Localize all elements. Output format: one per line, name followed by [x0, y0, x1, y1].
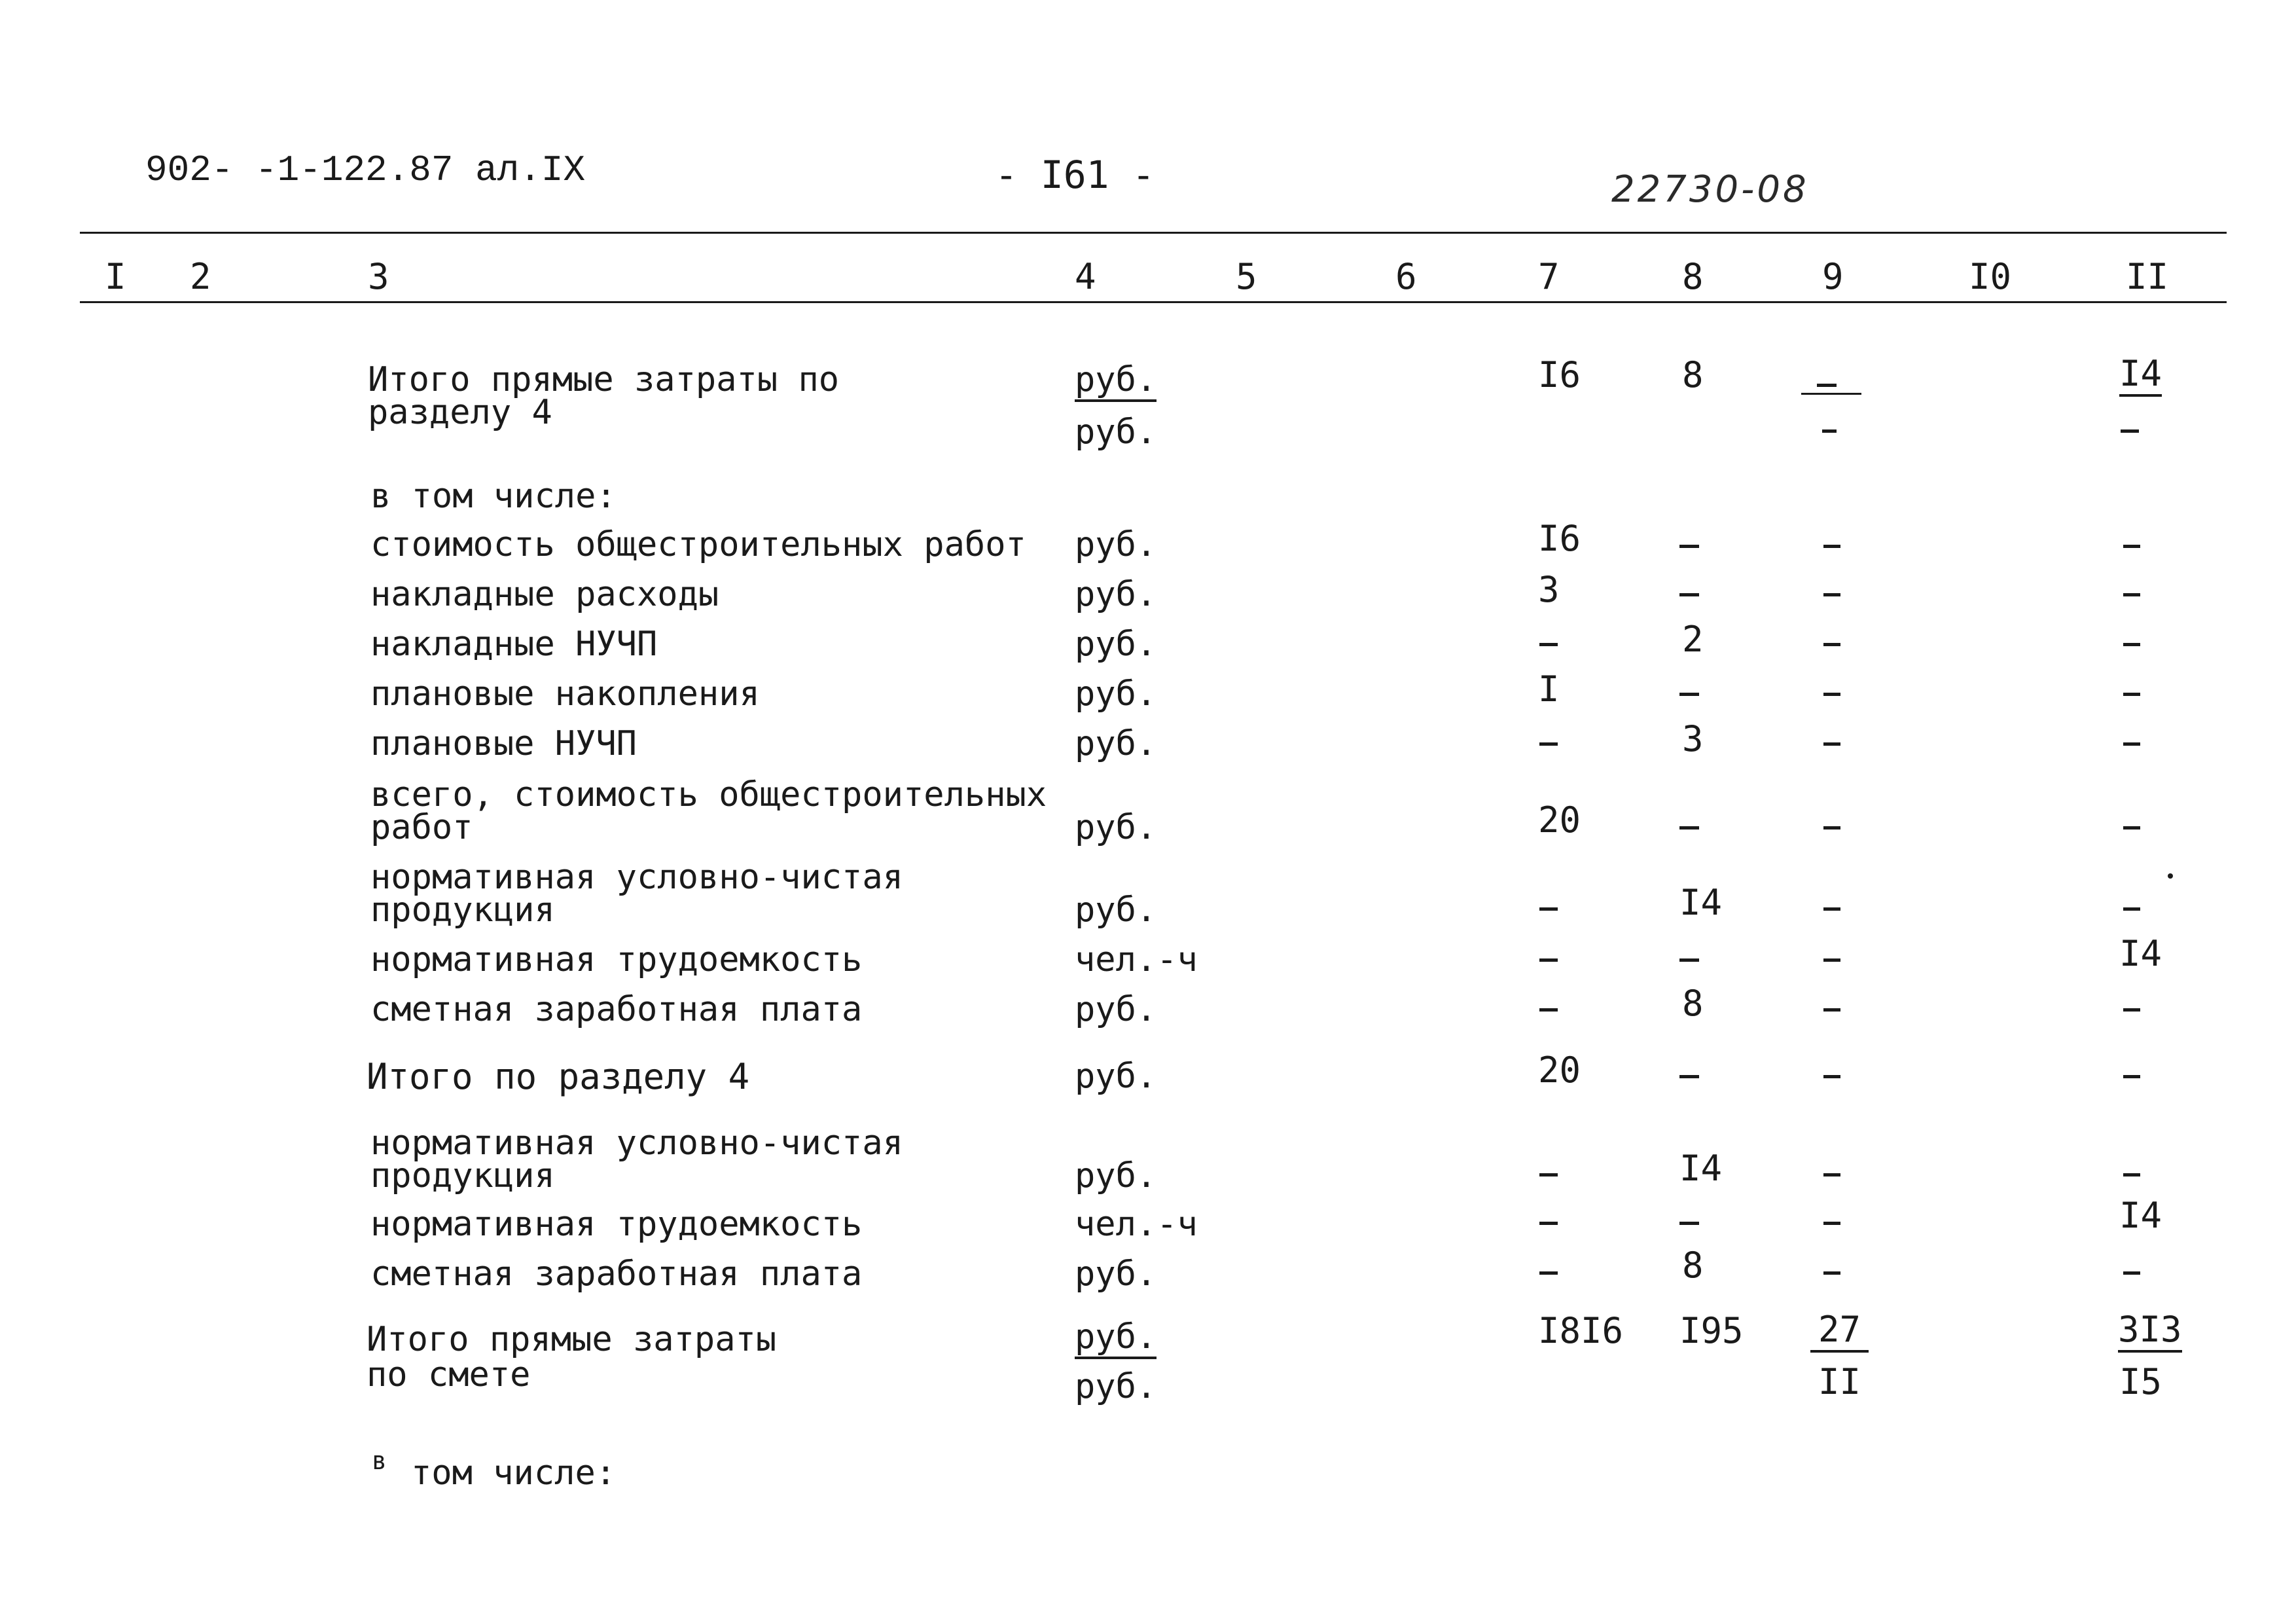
subheading-including: в том числе:: [370, 477, 617, 516]
row-label-continued: по смете: [367, 1355, 531, 1395]
dash-col8: [1679, 958, 1699, 962]
subheading-prefix: в: [372, 1446, 387, 1475]
dash-col9: [1823, 1222, 1840, 1225]
dash-col9: [1823, 545, 1840, 548]
dash-col9: [1823, 643, 1840, 646]
dash-col7: [1539, 1008, 1558, 1012]
cell-col11: I4: [2119, 1195, 2162, 1236]
dash-col11: [2123, 907, 2140, 911]
row-label: всего, стоимость общестроительных: [370, 775, 1047, 814]
row-label-continued: работ: [370, 808, 473, 847]
dash-col9: [1823, 958, 1840, 962]
dash-col9: [1823, 1173, 1840, 1176]
dash-col9: [1823, 742, 1840, 746]
row-unit-secondary: руб.: [1075, 412, 1157, 452]
column-header-11: II: [2126, 256, 2169, 297]
dash-col7: [1539, 1271, 1558, 1275]
ink-speck: [2168, 873, 2173, 879]
column-header-7: 7: [1538, 256, 1560, 297]
dash-col9: [1823, 593, 1840, 596]
row-unit: руб.: [1075, 363, 1157, 402]
dash-col9: [1823, 1075, 1840, 1078]
dash-col9: [1817, 384, 1837, 387]
fraction-line-col9: [1801, 393, 1861, 395]
column-header-9: 9: [1822, 256, 1844, 297]
row-label: Итого по разделу 4: [367, 1056, 750, 1097]
row-unit: руб.: [1075, 808, 1157, 847]
row-label: нормативная трудоемкость: [370, 1205, 863, 1244]
dash-col7: [1539, 742, 1558, 746]
dash-col7: [1539, 643, 1558, 646]
dash-col9: [1823, 1008, 1840, 1012]
row-label: сметная заработная плата: [370, 1254, 863, 1294]
row-label-continued: разделу 4: [368, 393, 552, 432]
row-unit: чел.-ч: [1075, 940, 1198, 979]
cell-col9: 27: [1810, 1312, 1869, 1353]
cell-col7: I8I6: [1538, 1310, 1624, 1351]
row-unit: руб.: [1075, 990, 1157, 1029]
dash-col11: [2123, 643, 2140, 646]
cell-col8: I4: [1679, 1148, 1723, 1189]
row-label: Итого прямые затраты по: [368, 360, 840, 399]
row-unit: руб.: [1075, 674, 1157, 714]
row-unit: руб.: [1075, 525, 1157, 564]
dash-col9: [1823, 907, 1840, 911]
cell-col7: I: [1538, 668, 1560, 710]
cell-col8: I95: [1679, 1310, 1744, 1351]
row-label: сметная заработная плата: [370, 990, 863, 1029]
cell-col7: I6: [1538, 354, 1581, 395]
cell-col8: 8: [1682, 983, 1704, 1024]
dash-col8: [1679, 545, 1699, 548]
dash-col11: [2123, 1271, 2140, 1275]
dash-col8: [1679, 826, 1699, 830]
row-unit: руб.: [1075, 724, 1157, 763]
cell-col8: 8: [1682, 354, 1704, 395]
column-header-2: 2: [190, 256, 211, 297]
row-label-continued: продукция: [370, 1156, 555, 1195]
cell-col11-secondary: I5: [2119, 1361, 2162, 1402]
column-header-1: I: [105, 256, 126, 297]
cell-col8: 8: [1682, 1245, 1704, 1286]
dash-col9-secondary: [1822, 429, 1837, 433]
row-unit: руб.: [1075, 575, 1157, 614]
subheading-text: том числе:: [411, 1453, 617, 1493]
row-label: плановые накопления: [370, 674, 760, 714]
row-label: накладные расходы: [370, 575, 719, 614]
row-label: плановые НУЧП: [370, 724, 637, 763]
cell-col7: 20: [1538, 1049, 1581, 1091]
dash-col7: [1539, 958, 1558, 962]
cell-col11: I4: [2119, 933, 2162, 974]
cell-col11: 3I3: [2118, 1312, 2182, 1353]
dash-col7: [1539, 1173, 1558, 1176]
column-header-3: 3: [368, 256, 389, 297]
dash-col9: [1823, 826, 1840, 830]
dash-col9: [1823, 693, 1840, 696]
archive-number: 22730-08: [1611, 168, 1809, 211]
dash-col9: [1823, 1271, 1840, 1275]
column-header-4: 4: [1075, 256, 1096, 297]
cell-col8: 2: [1682, 619, 1704, 660]
dash-col11: [2123, 1173, 2140, 1176]
dash-col7: [1539, 907, 1558, 911]
dash-col11: [2123, 1008, 2140, 1012]
row-unit: чел.-ч: [1075, 1205, 1198, 1244]
dash-col11: [2123, 1075, 2140, 1078]
cell-col7: I6: [1538, 518, 1581, 559]
row-unit: руб.: [1075, 625, 1157, 664]
dash-col11: [2123, 545, 2140, 548]
row-label: нормативная условно-чистая: [370, 858, 903, 897]
dash-col11: [2123, 693, 2140, 696]
row-unit: руб.: [1075, 1320, 1157, 1359]
cell-col7: 3: [1538, 569, 1560, 610]
dash-col11: [2123, 826, 2140, 830]
page-number: - I61 -: [995, 153, 1155, 197]
column-header-5: 5: [1236, 256, 1257, 297]
row-label: стоимость общестроительных работ: [370, 525, 1026, 564]
row-unit: руб.: [1075, 1057, 1157, 1096]
row-label: накладные НУЧП: [370, 625, 658, 664]
cell-col7: 20: [1538, 799, 1581, 841]
dash-col8: [1679, 1222, 1699, 1225]
row-unit: руб.: [1075, 890, 1157, 930]
column-header-10: I0: [1969, 256, 2012, 297]
dash-col11-secondary: [2121, 429, 2139, 433]
row-label: нормативная условно-чистая: [370, 1123, 903, 1163]
cell-col8: 3: [1682, 718, 1704, 759]
cell-col11: I4: [2119, 356, 2162, 397]
row-label: нормативная трудоемкость: [370, 940, 863, 979]
dash-col7: [1539, 1222, 1558, 1225]
dash-col8: [1679, 693, 1699, 696]
cell-col9-secondary: II: [1818, 1361, 1861, 1402]
document-code: 902- -1-122.87 ал.IX: [145, 149, 586, 191]
row-label: Итого прямые затраты: [367, 1320, 777, 1359]
table-header-rule: [80, 301, 2227, 303]
dash-col11: [2123, 593, 2140, 596]
dash-col11: [2123, 742, 2140, 746]
row-unit: руб.: [1075, 1254, 1157, 1294]
row-unit: руб.: [1075, 1156, 1157, 1195]
column-header-8: 8: [1682, 256, 1704, 297]
row-label-continued: продукция: [370, 890, 555, 930]
column-header-6: 6: [1395, 256, 1417, 297]
row-unit-secondary: руб.: [1075, 1367, 1157, 1406]
dash-col8: [1679, 593, 1699, 596]
dash-col8: [1679, 1075, 1699, 1078]
table-top-rule: [80, 232, 2227, 234]
cell-col8: I4: [1679, 882, 1723, 923]
